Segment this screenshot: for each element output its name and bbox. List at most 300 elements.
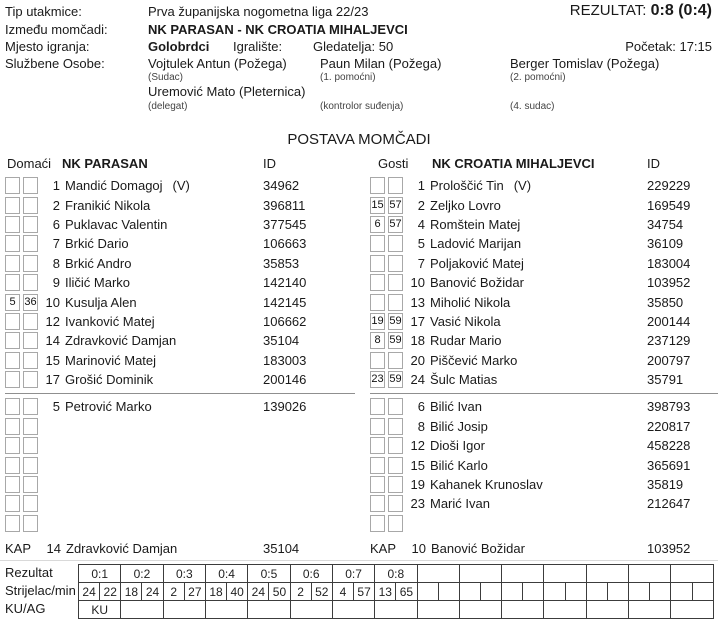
- player-name: Marić Ivan: [430, 496, 490, 512]
- substitute-row: [5, 475, 355, 494]
- scorer-number-cell: [417, 583, 438, 601]
- sub-in-number-box: 5: [5, 294, 20, 311]
- result-cell: 0:6: [290, 565, 332, 583]
- player-id: 377545: [263, 216, 307, 232]
- match-type-value: Prva županijska nogometna liga 22/23: [148, 4, 369, 19]
- scorer-number-cell: 18: [205, 583, 226, 601]
- scorer-number-cell: 24: [79, 583, 100, 601]
- sub-in-number-box: [5, 515, 20, 532]
- scorer-number-cell: 13: [375, 583, 396, 601]
- home-captain-number: 14: [46, 541, 61, 557]
- player-number: 12: [410, 438, 425, 454]
- sub-minute-box: [23, 177, 38, 194]
- player-id: 103952: [647, 275, 691, 291]
- player-number: 20: [410, 352, 425, 368]
- scorer-number-cell: [629, 583, 650, 601]
- player-row: [370, 370, 718, 389]
- player-id: 142140: [263, 275, 307, 291]
- home-side-label: Domaći: [7, 156, 52, 171]
- away-team-header: [370, 155, 718, 176]
- sub-minute-box: [388, 398, 403, 415]
- sub-in-number-box: 8: [370, 332, 385, 349]
- player-id: 139026: [263, 399, 307, 415]
- sub-minute-box: 59: [388, 371, 403, 388]
- spectators-value: Gledatelja: 50: [313, 39, 394, 54]
- sub-minute-box: [23, 457, 38, 474]
- sub-in-number-box: [370, 294, 385, 311]
- player-id: 35850: [647, 294, 684, 310]
- player-name: Marinović Matej: [65, 352, 157, 368]
- sub-minute-box: 36: [23, 294, 38, 311]
- player-name: Franikić Nikola: [65, 197, 151, 213]
- player-id: 34754: [647, 216, 684, 232]
- sub-in-number-box: [5, 235, 20, 252]
- scorer-number-cell: 2: [290, 583, 311, 601]
- player-name: Vasić Nikola: [430, 313, 501, 329]
- officials-label: Službene Osobe:: [5, 56, 105, 71]
- player-id: 35853: [263, 255, 300, 271]
- player-row: [370, 195, 718, 214]
- away-captain-id: 103952: [647, 541, 691, 557]
- scorer-minute-cell: [692, 583, 713, 601]
- substitute-row: [5, 436, 355, 455]
- player-row: [370, 351, 718, 370]
- scorer-number-cell: [671, 583, 692, 601]
- player-name: Zeljko Lovro: [430, 197, 501, 213]
- home-starters-list: [5, 176, 355, 389]
- scorer-minute-cell: [565, 583, 586, 601]
- away-id-column-header: ID: [647, 156, 660, 171]
- player-name: Zdravković Damjan: [65, 333, 177, 349]
- sub-in-number-box: [5, 476, 20, 493]
- scorer-minute-cell: 52: [311, 583, 332, 601]
- sub-minute-box: [388, 476, 403, 493]
- player-row: [370, 215, 718, 234]
- player-id: 183004: [647, 255, 691, 271]
- sub-in-number-box: [370, 255, 385, 272]
- kuag-cell: [163, 601, 205, 619]
- scorer-number-cell: 18: [121, 583, 142, 601]
- result-cell: [544, 565, 586, 583]
- venue-label: Mjesto igranja:: [5, 39, 90, 54]
- events-result-row-label: Rezultat: [5, 565, 53, 580]
- player-number: 5: [52, 399, 60, 415]
- scorer-minute-cell: 65: [396, 583, 417, 601]
- player-id: 200797: [647, 352, 691, 368]
- home-captain-id: 35104: [263, 541, 300, 557]
- player-number: 19: [410, 477, 425, 493]
- events-section: [0, 560, 718, 619]
- away-captain-name: Banović Božidar: [431, 541, 525, 557]
- sub-in-number-box: [5, 313, 20, 330]
- player-name: Bilić Josip: [430, 418, 488, 434]
- sub-minute-box: [23, 371, 38, 388]
- sub-in-number-box: [5, 437, 20, 454]
- sub-minute-box: 57: [388, 197, 403, 214]
- player-id: 458228: [647, 438, 691, 454]
- player-number: 12: [45, 313, 60, 329]
- substitute-row: [5, 455, 355, 474]
- sub-minute-box: [23, 313, 38, 330]
- player-row: [5, 215, 355, 234]
- player-name: Banović Božidar: [430, 275, 524, 291]
- player-name: Ladović Marijan: [430, 236, 522, 252]
- substitute-row: [370, 417, 718, 436]
- player-name: Prološčić Tin: [430, 178, 504, 194]
- scorer-minute-cell: [480, 583, 501, 601]
- player-name: Puklavac Valentin: [65, 216, 168, 232]
- scorer-number-cell: [586, 583, 607, 601]
- player-name: Bilić Karlo: [430, 457, 488, 473]
- result-label: REZULTAT:: [569, 2, 647, 19]
- player-row: [370, 331, 718, 350]
- official-referee-role: (Sudac): [148, 72, 184, 83]
- player-id: 396811: [263, 197, 306, 213]
- result-cell: [586, 565, 628, 583]
- substitute-row: [370, 514, 718, 533]
- away-starters-list: [370, 176, 718, 389]
- home-substitutes-list: [5, 397, 355, 533]
- scorer-minute-cell: 24: [142, 583, 163, 601]
- sub-minute-box: [388, 437, 403, 454]
- player-number: 1: [52, 178, 60, 194]
- player-number: 2: [52, 197, 60, 213]
- sub-minute-box: [388, 515, 403, 532]
- player-number: 5: [417, 236, 425, 252]
- sub-minute-box: [23, 274, 38, 291]
- scorer-minute-cell: [607, 583, 628, 601]
- kuag-cell: KU: [79, 601, 121, 619]
- result-cell: 0:7: [332, 565, 374, 583]
- player-number: 8: [52, 255, 60, 271]
- away-side-label: Gosti: [378, 156, 409, 171]
- substitute-row: [370, 397, 718, 416]
- official-assistant1-role: (1. pomoćni): [320, 72, 376, 83]
- sub-in-number-box: [370, 515, 385, 532]
- player-row: [5, 273, 355, 292]
- player-name: Kahanek Krunoslav: [430, 477, 543, 493]
- player-row: [5, 254, 355, 273]
- player-name: Dioši Igor: [430, 438, 485, 454]
- player-row: [5, 351, 355, 370]
- player-id: 169549: [647, 197, 691, 213]
- sub-minute-box: [388, 352, 403, 369]
- player-id: 398793: [647, 399, 691, 415]
- result-cell: 0:8: [375, 565, 417, 583]
- player-number: 2: [417, 197, 425, 213]
- kuag-row: [79, 601, 714, 619]
- player-number: 6: [52, 216, 60, 232]
- sub-minute-box: [23, 332, 38, 349]
- player-row: [370, 254, 718, 273]
- substitute-row: [5, 494, 355, 513]
- player-number: 10: [410, 275, 425, 291]
- player-number: 7: [417, 255, 425, 271]
- scorer-number-cell: 4: [332, 583, 353, 601]
- sub-minute-box: [23, 352, 38, 369]
- away-captain-number: 10: [411, 541, 426, 557]
- sub-in-number-box: [370, 352, 385, 369]
- sub-minute-box: [388, 235, 403, 252]
- away-captain-row: [370, 539, 718, 558]
- player-number: 10: [45, 294, 60, 310]
- away-captain-label: KAP: [370, 541, 397, 557]
- result-cell: [417, 565, 459, 583]
- scorers-row: [79, 583, 714, 601]
- player-number: 6: [417, 399, 425, 415]
- player-name: Šulc Matias: [430, 372, 498, 388]
- player-row: [5, 312, 355, 331]
- sub-in-number-box: [370, 235, 385, 252]
- player-number: 1: [417, 178, 425, 194]
- player-number: 14: [45, 333, 60, 349]
- sub-in-number-box: [370, 177, 385, 194]
- official-assistant2-role: (2. pomoćni): [510, 72, 566, 83]
- teams-label: Između momčadi:: [5, 22, 108, 37]
- official-referee-name: Vojtulek Antun (Požega): [148, 56, 287, 71]
- substitute-row: [370, 436, 718, 455]
- sub-in-number-box: [370, 418, 385, 435]
- player-number: 4: [417, 216, 425, 232]
- result-line: [570, 2, 712, 20]
- player-name: Miholić Nikola: [430, 294, 511, 310]
- player-number: 9: [52, 275, 60, 291]
- result-cell: [459, 565, 501, 583]
- player-id: 365691: [647, 457, 691, 473]
- substitute-row: [5, 514, 355, 533]
- player-name: Ivanković Matej: [65, 313, 155, 329]
- sub-minute-box: [23, 476, 38, 493]
- sub-in-number-box: [5, 371, 20, 388]
- scorer-minute-cell: 57: [354, 583, 375, 601]
- player-name: Rudar Mario: [430, 333, 502, 349]
- player-id: 237129: [647, 333, 691, 349]
- home-captain-name: Zdravković Damjan: [66, 541, 178, 557]
- events-table: [78, 564, 714, 619]
- sub-minute-box: 59: [388, 332, 403, 349]
- scorer-minute-cell: [523, 583, 544, 601]
- sub-minute-box: [23, 437, 38, 454]
- sub-minute-box: [388, 294, 403, 311]
- kuag-cell: [417, 601, 459, 619]
- player-number: 13: [410, 294, 425, 310]
- player-name: Brkić Andro: [65, 255, 132, 271]
- player-row: [370, 176, 718, 195]
- sub-in-number-box: [5, 495, 20, 512]
- match-type-label: Tip utakmice:: [5, 4, 82, 19]
- kuag-cell: [205, 601, 247, 619]
- result-cell: 0:5: [248, 565, 290, 583]
- player-number: 17: [410, 313, 425, 329]
- official-assistant2-name: Berger Tomislav (Požega): [510, 56, 660, 71]
- sub-minute-box: 57: [388, 216, 403, 233]
- substitute-row: [5, 417, 355, 436]
- kuag-cell: [671, 601, 714, 619]
- result-cell: 0:4: [205, 565, 247, 583]
- player-name: Grošić Dominik: [65, 372, 154, 388]
- sub-minute-box: [23, 398, 38, 415]
- kuag-cell: [375, 601, 417, 619]
- player-number: 7: [52, 236, 60, 252]
- captain-mark: (V): [513, 178, 532, 194]
- scorer-minute-cell: 50: [269, 583, 290, 601]
- player-id: 229229: [647, 178, 691, 194]
- events-scorer-row-label: Strijelac/min: [5, 583, 76, 598]
- home-team-name: NK PARASAN: [62, 156, 148, 171]
- kuag-cell: [290, 601, 332, 619]
- venue-value: Golobrdci: [148, 39, 210, 54]
- scorer-minute-cell: [438, 583, 459, 601]
- player-id: 183003: [263, 352, 307, 368]
- kuag-cell: [502, 601, 544, 619]
- official-fourth-role: (4. sudac): [510, 101, 555, 112]
- result-cell: 0:2: [121, 565, 163, 583]
- player-row: [5, 195, 355, 214]
- home-captain-row: [5, 539, 355, 558]
- player-row: [370, 234, 718, 253]
- result-cell: [629, 565, 671, 583]
- player-id: 36109: [647, 236, 684, 252]
- sub-minute-box: [388, 177, 403, 194]
- player-row: [370, 312, 718, 331]
- substitute-row: [370, 494, 718, 513]
- player-name: Poljaković Matej: [430, 255, 524, 271]
- captain-mark: (V): [172, 178, 190, 194]
- scorer-number-cell: [544, 583, 565, 601]
- kuag-cell: [121, 601, 163, 619]
- scorer-minute-cell: 40: [227, 583, 248, 601]
- player-row: [5, 331, 355, 350]
- substitute-row: [370, 455, 718, 474]
- sub-in-number-box: [5, 398, 20, 415]
- player-name: Brkić Dario: [65, 236, 129, 252]
- scorer-number-cell: [502, 583, 523, 601]
- player-id: 106663: [263, 236, 307, 252]
- sub-minute-box: [23, 216, 38, 233]
- sub-in-number-box: [5, 352, 20, 369]
- result-cell: 0:3: [163, 565, 205, 583]
- official-controller-role: (kontrolor suđenja): [320, 101, 404, 112]
- away-substitutes-divider: [370, 393, 718, 394]
- sub-in-number-box: [5, 177, 20, 194]
- events-row-labels: [0, 564, 78, 619]
- player-number: 8: [417, 418, 425, 434]
- player-row: [5, 370, 355, 389]
- sub-minute-box: [388, 255, 403, 272]
- sub-minute-box: [388, 418, 403, 435]
- sub-in-number-box: [370, 398, 385, 415]
- sub-minute-box: [23, 495, 38, 512]
- scorer-minute-cell: 27: [184, 583, 205, 601]
- field-label: Igralište:: [233, 39, 283, 54]
- substitute-row: [5, 397, 355, 416]
- kuag-cell: [544, 601, 586, 619]
- sub-in-number-box: [370, 274, 385, 291]
- player-name: Iličić Marko: [65, 275, 131, 291]
- sub-in-number-box: [5, 197, 20, 214]
- player-id: 212647: [647, 496, 691, 512]
- sub-minute-box: [23, 255, 38, 272]
- player-number: 17: [45, 372, 60, 388]
- sub-in-number-box: [370, 476, 385, 493]
- player-id: 35791: [647, 372, 684, 388]
- home-id-column-header: ID: [263, 156, 276, 171]
- sub-in-number-box: [5, 332, 20, 349]
- sub-in-number-box: [370, 437, 385, 454]
- scorer-number-cell: [459, 583, 480, 601]
- player-number: 24: [410, 372, 425, 388]
- kuag-cell: [629, 601, 671, 619]
- player-number: 15: [410, 457, 425, 473]
- player-row: [5, 234, 355, 253]
- sub-minute-box: [23, 235, 38, 252]
- home-substitutes-divider: [5, 393, 355, 394]
- player-id: 220817: [647, 418, 691, 434]
- sub-minute-box: [23, 418, 38, 435]
- player-name: Mandić Domagoj: [65, 178, 163, 194]
- home-captain-label: KAP: [5, 541, 32, 557]
- sub-in-number-box: [5, 216, 20, 233]
- player-row: [5, 176, 355, 195]
- kuag-cell: [332, 601, 374, 619]
- kuag-cell: [459, 601, 501, 619]
- sub-in-number-box: [370, 457, 385, 474]
- away-team-name: NK CROATIA MIHALJEVCI: [432, 156, 595, 171]
- substitute-row: [370, 475, 718, 494]
- player-id: 200144: [647, 313, 691, 329]
- kuag-cell: [248, 601, 290, 619]
- player-id: 35819: [647, 477, 684, 493]
- scorer-number-cell: 2: [163, 583, 184, 601]
- teams-value: NK PARASAN - NK CROATIA MIHALJEVCI: [148, 22, 408, 37]
- player-id: 34962: [263, 178, 300, 194]
- sub-in-number-box: 15: [370, 197, 385, 214]
- official-delegate-role: (delegat): [148, 101, 188, 112]
- sub-in-number-box: [5, 255, 20, 272]
- results-row: [79, 565, 714, 583]
- sub-minute-box: [23, 197, 38, 214]
- player-name: Romštein Matej: [430, 216, 521, 232]
- result-cell: [502, 565, 544, 583]
- lineup-title: POSTAVA MOMČADI: [287, 131, 431, 148]
- away-team-column: [370, 155, 718, 558]
- events-kuag-row-label: KU/AG: [5, 601, 46, 616]
- scorer-minute-cell: [650, 583, 671, 601]
- away-substitutes-list: [370, 397, 718, 533]
- home-team-header: [5, 155, 355, 176]
- player-name: Kusulja Alen: [65, 294, 137, 310]
- sub-minute-box: [23, 515, 38, 532]
- player-number: 15: [45, 352, 60, 368]
- official-assistant1-name: Paun Milan (Požega): [320, 56, 442, 71]
- scorer-number-cell: 24: [248, 583, 269, 601]
- sub-minute-box: 59: [388, 313, 403, 330]
- player-number: 18: [410, 333, 425, 349]
- result-cell: 0:1: [79, 565, 121, 583]
- player-row: [5, 292, 355, 311]
- player-name: Piščević Marko: [430, 352, 518, 368]
- sub-minute-box: [388, 274, 403, 291]
- sub-minute-box: [388, 457, 403, 474]
- player-id: 106662: [263, 313, 307, 329]
- start-time: Početak: 17:15: [625, 39, 712, 54]
- kuag-cell: [586, 601, 628, 619]
- sub-in-number-box: 19: [370, 313, 385, 330]
- sub-in-number-box: [370, 495, 385, 512]
- sub-in-number-box: [5, 457, 20, 474]
- result-value: 0:8 (0:4): [650, 2, 712, 19]
- sub-in-number-box: 6: [370, 216, 385, 233]
